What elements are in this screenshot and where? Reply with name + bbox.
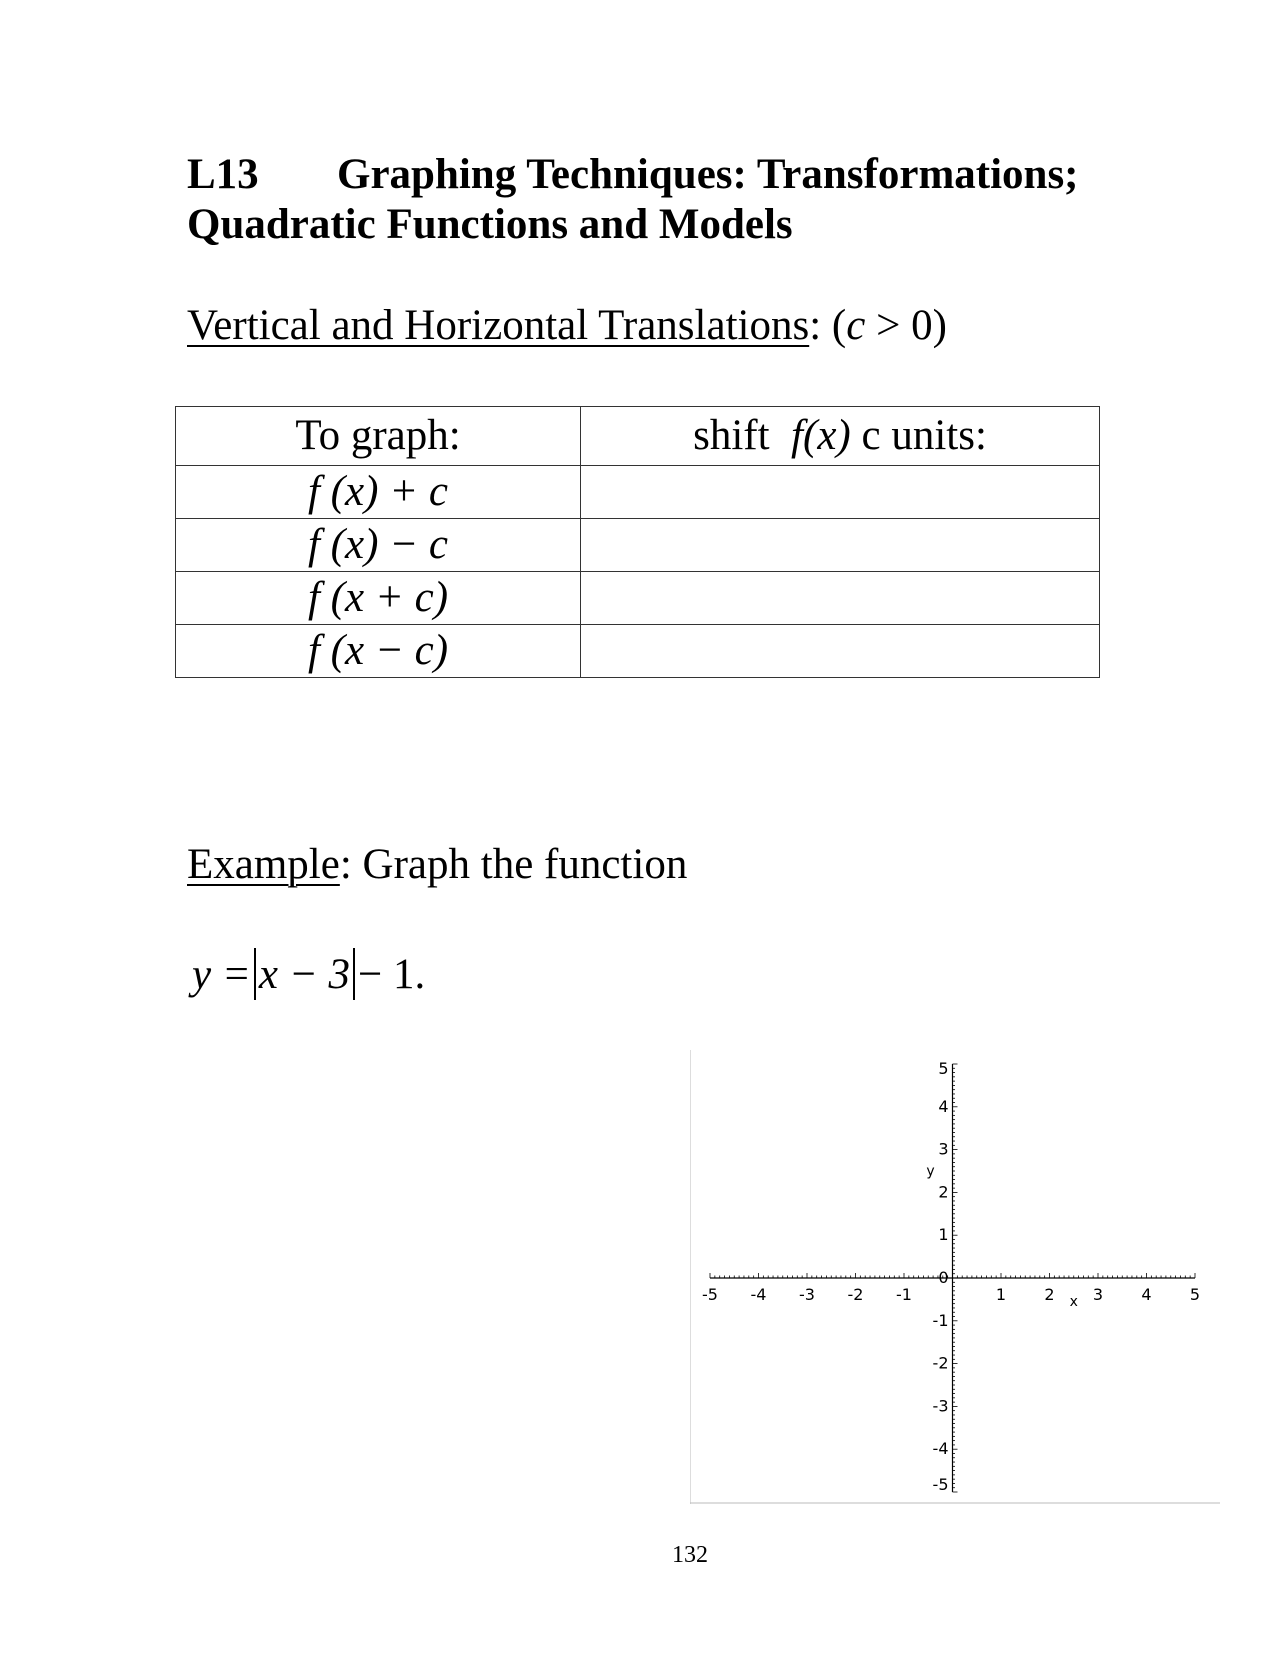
header-shift-post: c units: — [861, 412, 987, 459]
x-tick-label: 4 — [1141, 1285, 1152, 1304]
y-tick-label: -5 — [932, 1475, 949, 1494]
expression-cell: f (x + c) — [176, 572, 581, 625]
table-row — [176, 466, 1100, 519]
header-shift-func: f — [791, 412, 803, 459]
equation-rhs: − 1. — [357, 951, 426, 998]
shift-cell — [581, 466, 1100, 519]
section-heading-text: Vertical and Horizontal Translations — [187, 302, 810, 349]
x-tick-label: -5 — [702, 1285, 718, 1304]
table-row — [176, 625, 1100, 678]
header-shift — [581, 407, 1100, 466]
x-tick-label: -4 — [750, 1285, 767, 1304]
y-tick-label: 4 — [938, 1096, 949, 1116]
equation-inner: x − 3 — [258, 951, 350, 998]
shift-cell — [581, 625, 1100, 678]
translations-table — [175, 406, 1100, 678]
y-tick-label: -4 — [932, 1439, 949, 1459]
x-tick-label: 1 — [995, 1285, 1007, 1304]
y-tick-label: -2 — [932, 1353, 949, 1373]
title-line-1: Graphing Techniques: Transformations; — [337, 151, 1079, 198]
y-tick-label: 2 — [938, 1182, 949, 1202]
expression-cell: f (x) − c — [176, 519, 581, 572]
shift-cell — [581, 572, 1100, 625]
equation-lhs: y = — [192, 951, 251, 998]
abs-bar-left — [254, 948, 256, 1000]
y-axis-label: y — [926, 1163, 935, 1180]
section-colon: : — [809, 302, 822, 349]
header-to-graph: To graph: — [176, 407, 581, 466]
x-tick-label: 5 — [1189, 1285, 1201, 1304]
condition-var: c — [846, 302, 866, 349]
shift-cell — [581, 519, 1100, 572]
coordinate-grid — [690, 1050, 1220, 1504]
example-heading — [187, 840, 687, 890]
section-heading — [187, 301, 947, 351]
page-title — [187, 150, 1079, 250]
x-tick-label: -2 — [847, 1285, 864, 1304]
header-shift-arg: (x) — [803, 412, 851, 459]
example-label: Example — [187, 841, 340, 888]
x-tick-label: 3 — [1092, 1285, 1104, 1304]
y-tick-label: 5 — [938, 1059, 949, 1078]
y-tick-label: 3 — [938, 1139, 949, 1159]
condition-rest: > 0) — [865, 302, 947, 349]
y-tick-label: 0 — [938, 1268, 949, 1287]
x-tick-label: -1 — [896, 1285, 912, 1304]
y-tick-label: -1 — [932, 1310, 949, 1330]
header-shift-pre: shift — [693, 412, 770, 459]
expression-cell: f (x) + c — [176, 466, 581, 519]
x-tick-label: -3 — [799, 1285, 815, 1304]
table-header-row — [176, 407, 1100, 466]
example-text: : Graph the function — [339, 841, 688, 888]
x-tick-label: 2 — [1044, 1285, 1055, 1304]
y-tick-label: -3 — [932, 1396, 949, 1416]
y-tick-label: 1 — [938, 1225, 949, 1245]
lesson-number: L13 — [187, 151, 259, 198]
example-equation — [192, 948, 425, 1000]
x-axis-label: x — [1069, 1294, 1078, 1310]
page-number: 132 — [672, 1542, 708, 1568]
abs-bar-right — [353, 948, 355, 1000]
expression-cell: f (x − c) — [176, 625, 581, 678]
table-row — [176, 519, 1100, 572]
title-line-2: Quadratic Functions and Models — [187, 201, 793, 248]
table-row — [176, 572, 1100, 625]
condition-open: ( — [831, 302, 847, 349]
